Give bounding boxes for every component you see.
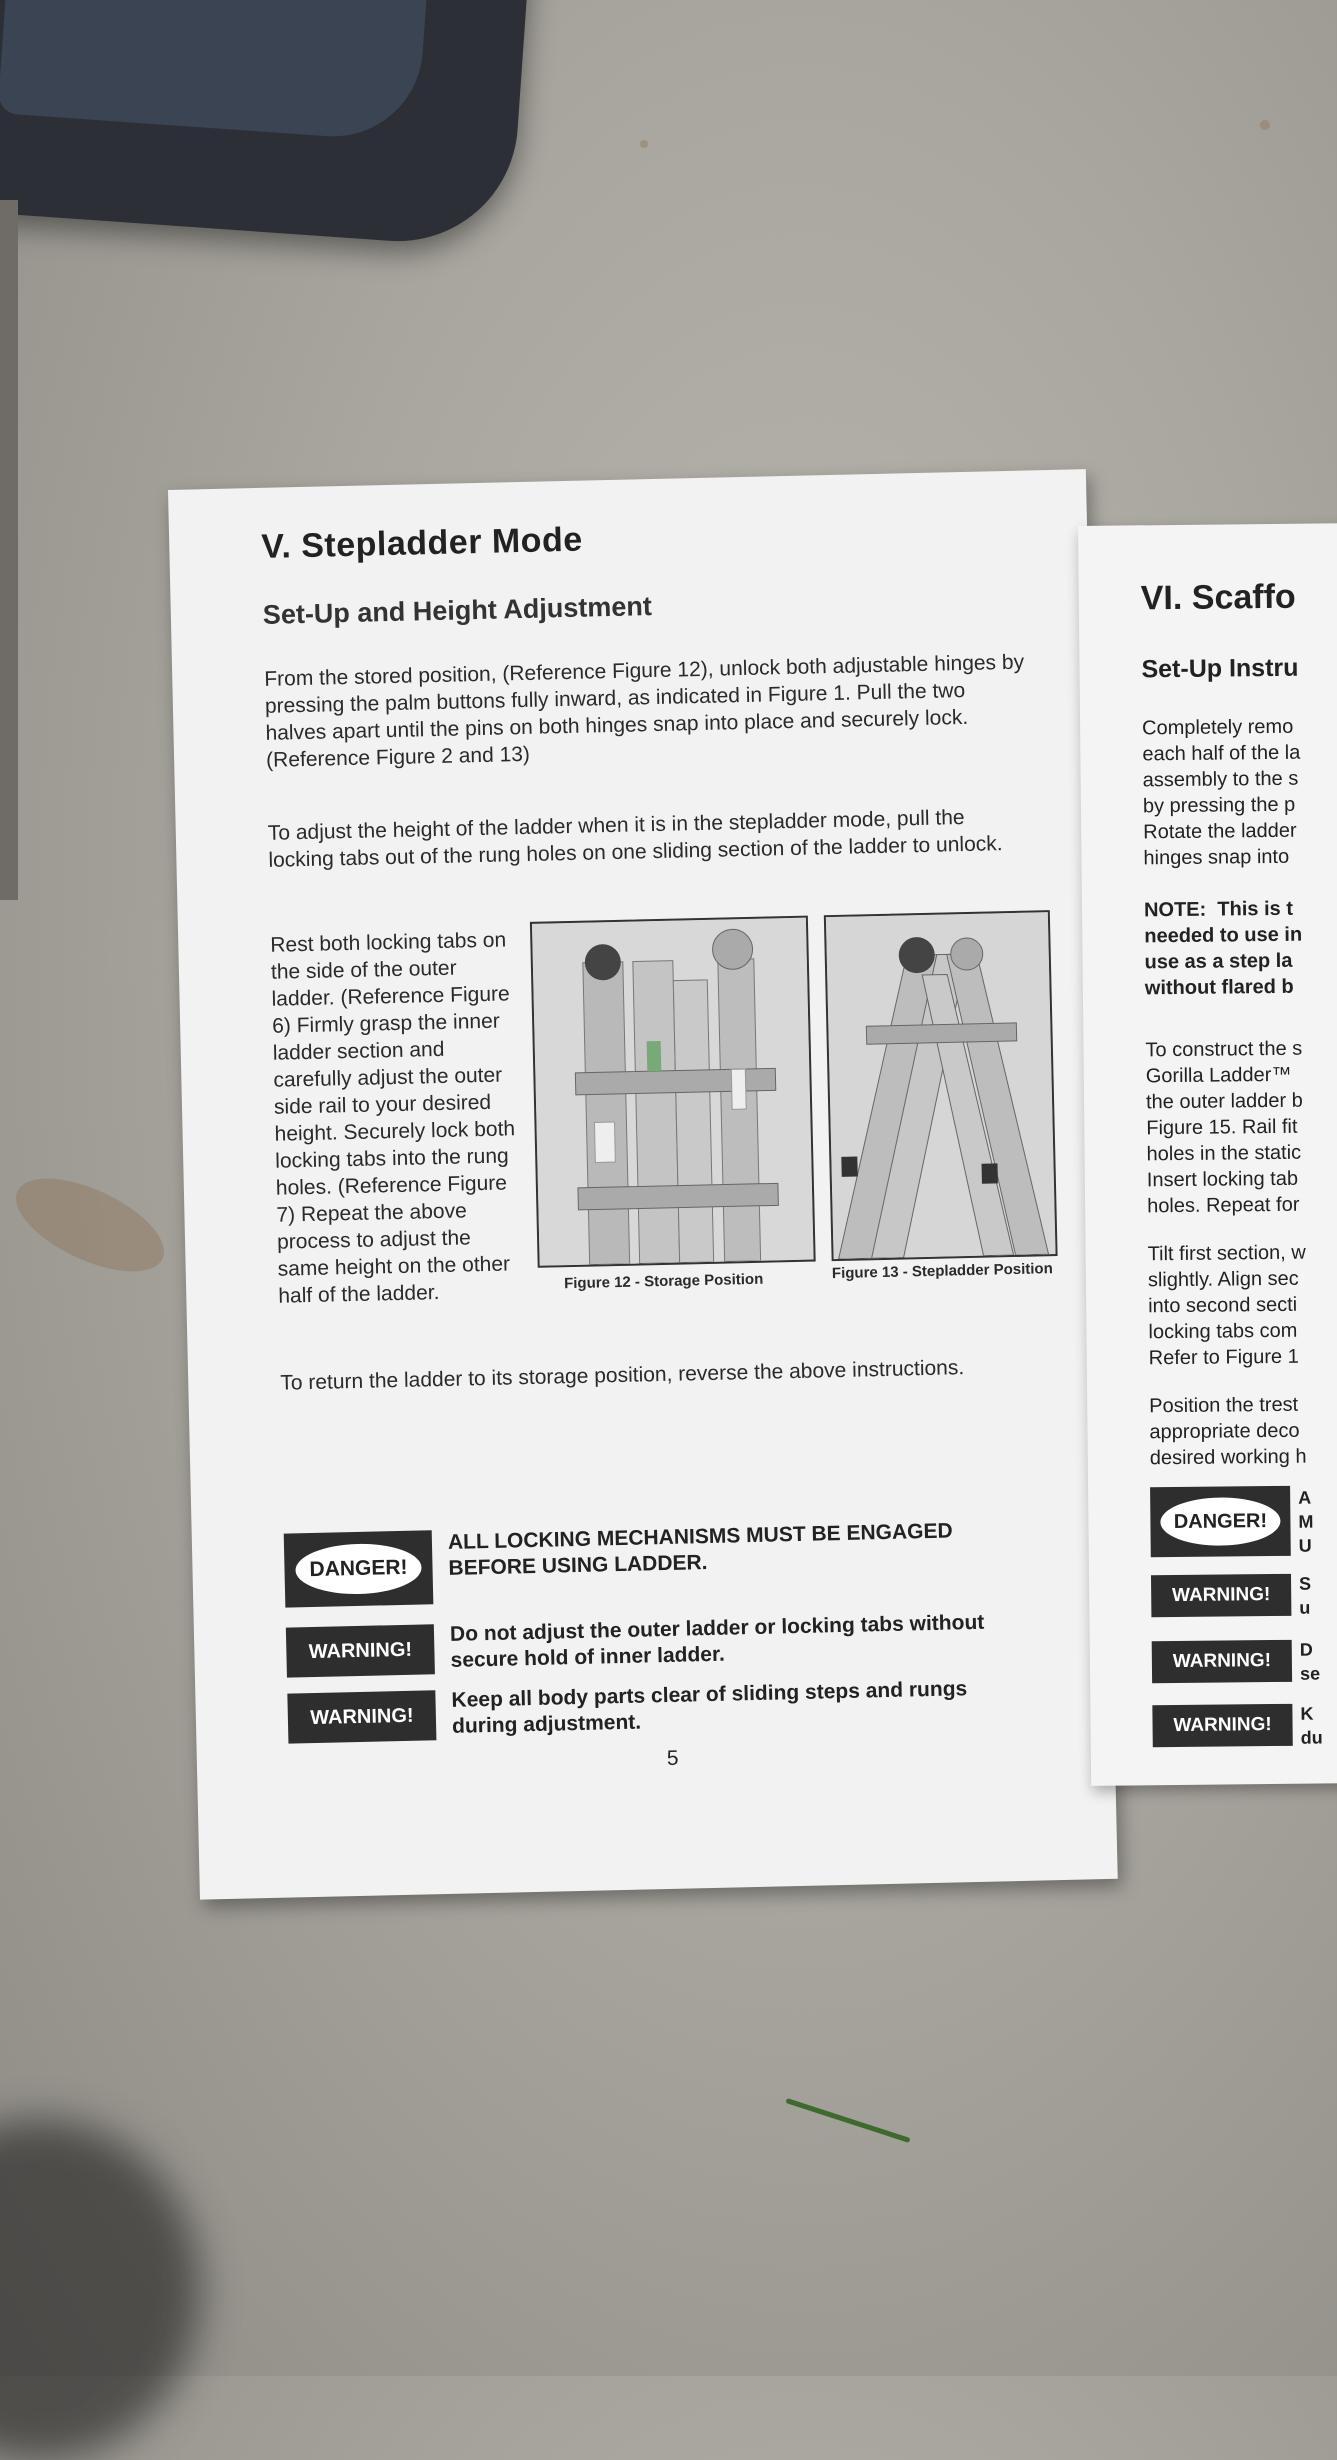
right-danger-fragment: A M U xyxy=(1298,1487,1314,1556)
danger-badge-label: DANGER! xyxy=(295,1543,422,1596)
floor-stain xyxy=(3,1159,178,1290)
right-note: NOTE: This is t needed to use in use as a step la without flared b xyxy=(1143,897,1303,1000)
subsection-title: Set-Up and Height Adjustment xyxy=(262,591,653,630)
right-paragraph-4: Position the trest appropriate deco desired working h xyxy=(1149,1393,1307,1470)
figure-12-caption: Figure 12 - Storage Position xyxy=(563,1270,764,1293)
right-section-title: VI. Scaffo xyxy=(1140,577,1296,618)
warning-badge: WARNING! xyxy=(287,1690,436,1743)
figure-13-caption: Figure 13 - Stepladder Position xyxy=(831,1260,1053,1283)
right-warning-badge-3: WARNING! xyxy=(1152,1704,1292,1747)
danger-text: ALL LOCKING MECHANISMS MUST BE ENGAGED BEFORE USING LADDER. xyxy=(447,1519,953,1580)
right-danger-badge xyxy=(1150,1486,1291,1557)
grass-blade xyxy=(785,2098,910,2143)
shadow-bottom-left xyxy=(0,2120,200,2460)
right-warning-fragment-2: D se xyxy=(1299,1639,1321,1684)
booklet-left-page xyxy=(168,469,1118,1899)
floor-speck xyxy=(640,140,648,148)
right-subsection-title: Set-Up Instru xyxy=(1141,653,1299,684)
paragraph-locking-tabs-text: Rest both locking tabs on the side of the outer ladder. (Reference Figure 6) Firmly grasp the inner ladder section and carefully adjust the outer side rail to your desired height. Securely lock both locking tabs into the rung holes. (Reference Figure 7) Repeat the above process to adjust the same height on the other half of the ladder. xyxy=(270,928,516,1308)
left-edge-strip xyxy=(0,200,18,900)
warning-badge: WARNING! xyxy=(286,1624,435,1677)
ladder-storage-illustration xyxy=(532,918,814,1266)
page-number: 5 xyxy=(666,1746,679,1771)
warning-text-2: Keep all body parts clear of sliding steps and rungs during adjustment. xyxy=(451,1677,968,1738)
figure-13-stepladder-position xyxy=(824,910,1058,1261)
right-paragraph-1: Completely remo each half of the la assembly to the s by pressing the p Rotate the ladder hinges snap into xyxy=(1142,715,1301,870)
ladder-stepladder-illustration xyxy=(826,912,1056,1259)
warning-text-1: Do not adjust the outer ladder or locking tabs without secure hold of inner ladder. xyxy=(449,1610,985,1672)
right-danger-badge-label: DANGER! xyxy=(1160,1497,1280,1546)
danger-badge xyxy=(284,1530,434,1607)
right-warning-badge-2: WARNING! xyxy=(1152,1640,1292,1683)
booklet-right-page xyxy=(1078,523,1337,1786)
right-warning-fragment-3: K du xyxy=(1300,1703,1323,1748)
right-paragraph-3: Tilt first section, w slightly. Align sec into second secti locking tabs com Refer to Figure 1 xyxy=(1147,1241,1306,1370)
paragraph-return-storage: To return the ladder to its storage position, reverse the above instructions. xyxy=(280,1356,965,1395)
paragraph-adjust-height: To adjust the height of the ladder when it is in the stepladder mode, pull the locking tabs out of the rung holes on one sliding section of the ladder to unlock. xyxy=(267,806,1003,872)
right-warning-fragment-1: S u xyxy=(1298,1573,1312,1618)
right-paragraph-2: To construct the s Gorilla Ladder™ the outer ladder b Figure 15. Rail fit holes in the static Insert locking tab holes. Repeat for xyxy=(1145,1037,1303,1218)
dark-object-top-left xyxy=(0,0,529,249)
floor-speck xyxy=(1260,120,1270,130)
section-title: V. Stepladder Mode xyxy=(260,520,584,566)
figure-12-storage-position xyxy=(530,916,816,1268)
right-warning-badge-1: WARNING! xyxy=(1151,1574,1291,1617)
paragraph-unlock-hinges: From the stored position, (Reference Figure 12), unlock both adjustable hinges by pressing the palm buttons fully inward, as indicated in Figure 1. Pull the two halves apart until the pins on both hinges snap into place and securely lock. (Reference Figure 2 and 13) xyxy=(264,650,1025,772)
